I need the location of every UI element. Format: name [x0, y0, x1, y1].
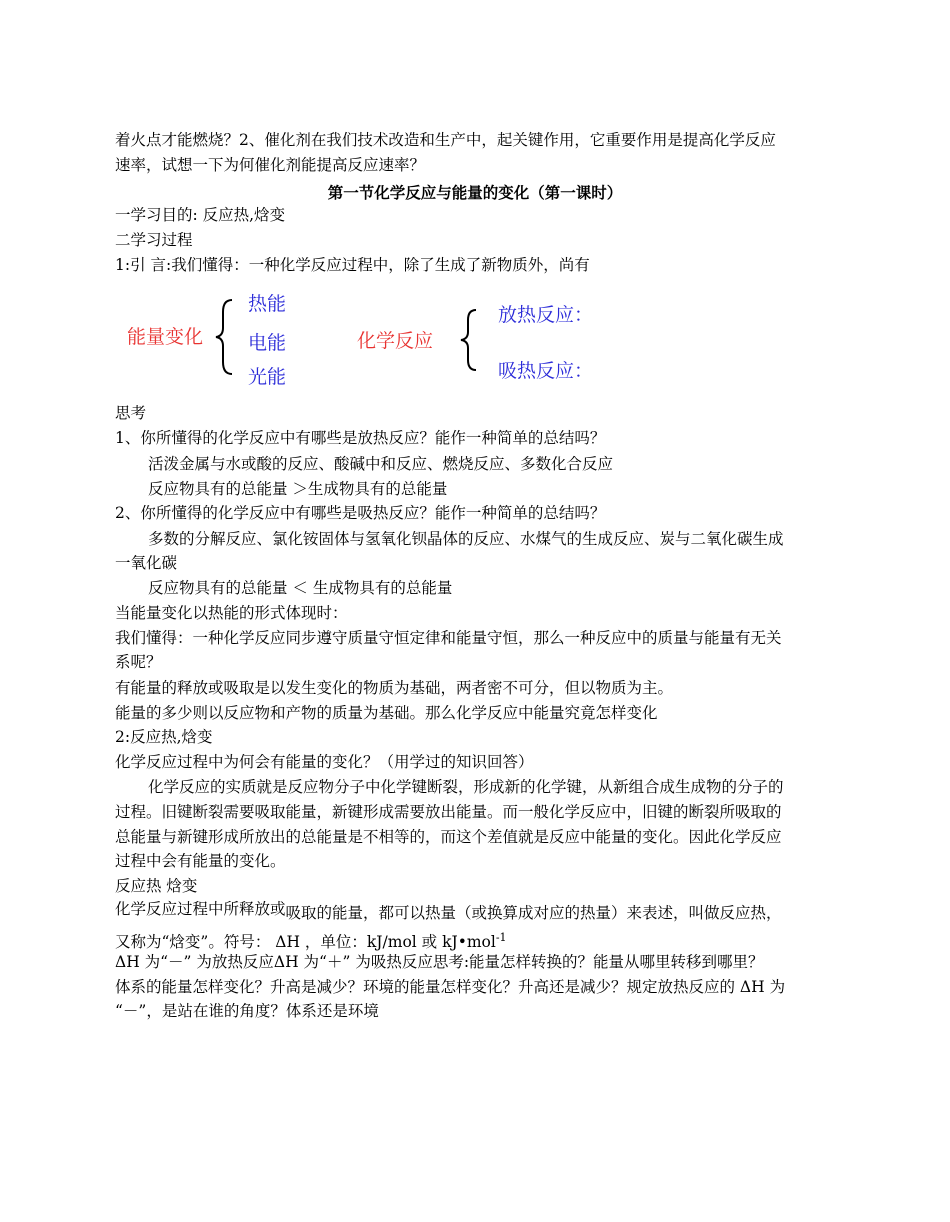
- endothermic-label: 吸热反应：: [498, 360, 594, 382]
- paragraph-line: 能量的多少则以反应物和产物的质量为基础。那么化学反应中能量究竟怎样变化: [115, 704, 658, 722]
- paragraph-line: 有能量的释放或吸取是以发生变化的物质为基础，两者密不可分，但以物质为主。: [115, 679, 674, 697]
- paragraph-line: 化学反应过程中为何会有能量的变化？（用学过的知识回答）: [115, 753, 534, 771]
- think-label: 思考: [115, 404, 147, 422]
- paragraph-line: ΔH 为“－” 为放热反应ΔH 为“＋” 为吸热反应思考:能量怎样转换的？能量从哪里转移到哪里？: [115, 953, 764, 971]
- symbol-unit-line: [115, 928, 507, 952]
- chemical-reaction-label: 化学反应: [357, 330, 434, 352]
- goal-line: 一学习目的: 反应热,焓变: [115, 206, 286, 224]
- left-brace-icon: [214, 298, 234, 376]
- answer-2: 多数的分解反应、氯化铵固体与氢氧化钡晶体的反应、水煤气的生成反应、炭与二氧化碳生成: [148, 530, 784, 548]
- right-brace-icon: [458, 308, 478, 372]
- paragraph-line: 过程中会有能量的变化。: [115, 852, 286, 870]
- light-energy-label: 光能: [248, 366, 287, 388]
- section-title: 第一节化学反应与能量的变化（第一课时）: [327, 183, 623, 202]
- exothermic-label: 放热反应：: [498, 304, 594, 326]
- paragraph-line: 速率，试想一下为何催化剂能提高反应速率？: [115, 156, 426, 174]
- subsection-heading: 2:反应热,焓变: [115, 728, 213, 746]
- answer-2-cont: 一氧化碳: [115, 554, 178, 572]
- superscript: -1: [495, 931, 507, 944]
- paragraph-line: 总能量与新键形成所放出的总能量是不相等的，而这个差值就是反应中能量的变化。因此化学反应: [115, 828, 782, 846]
- heat-energy-label: 热能: [248, 293, 287, 315]
- paragraph-line: 当能量变化以热能的形式体现时：: [115, 604, 348, 622]
- paragraph-line: “－”，是站在谁的角度？体系还是环境: [115, 1002, 379, 1020]
- paragraph-line: 反应热 焓变: [115, 877, 198, 895]
- intro-line: 1:引 言:我们懂得：一种化学反应过程中，除了生成了新物质外，尚有: [115, 256, 590, 274]
- question-1: 1、你所懂得的化学反应中有哪些是放热反应？能作一种简单的总结吗？: [115, 429, 606, 447]
- question-2: 2、你所懂得的化学反应中有哪些是吸热反应？能作一种简单的总结吗？: [115, 504, 606, 522]
- paragraph-line: 化学反应的实质就是反应物分子中化学键断裂，形成新的化学键，从新组合成生成物的分子的: [148, 778, 784, 796]
- paragraph-line: 着火点才能燃烧？2、催化剂在我们技术改造和生产中，起关键作用，它重要作用是提高化学反应: [115, 131, 776, 149]
- paragraph-line: 我们懂得：一种化学反应同步遵守质量守恒定律和能量守恒，那么一种反应中的质量与能量有无关: [115, 629, 782, 647]
- paragraph-line: 系呢？: [115, 653, 162, 671]
- text-run: 吸取的能量，都可以热量（或换算成对应的热量）来表述，叫做反应热，: [285, 904, 782, 922]
- text-run: 化学反应过程中所释放或: [115, 900, 286, 918]
- paragraph-line: [115, 899, 782, 922]
- answer-1b: 反应物具有的总能量 ＞生成物具有的总能量: [148, 480, 448, 498]
- answer-2b: 反应物具有的总能量 ＜ 生成物具有的总能量: [148, 579, 453, 597]
- energy-change-label: 能量变化: [127, 326, 204, 348]
- paragraph-line: 过程。旧键断裂需要吸取能量，新键形成需要放出能量。而一般化学反应中，旧键的断裂所吸取的: [115, 803, 782, 821]
- electric-energy-label: 电能: [248, 332, 287, 354]
- answer-1: 活泼金属与水或酸的反应、酸碱中和反应、燃烧反应、多数化合反应: [148, 455, 614, 473]
- paragraph-line: 体系的能量怎样变化？升高是减少？环境的能量怎样变化？升高还是减少？规定放热反应的 ΔH 为: [115, 978, 786, 996]
- process-heading: 二学习过程: [115, 231, 193, 249]
- text-run: 又称为“焓变”。符号： ΔH ，单位：kJ/mol 或 kJ•mol: [115, 933, 496, 952]
